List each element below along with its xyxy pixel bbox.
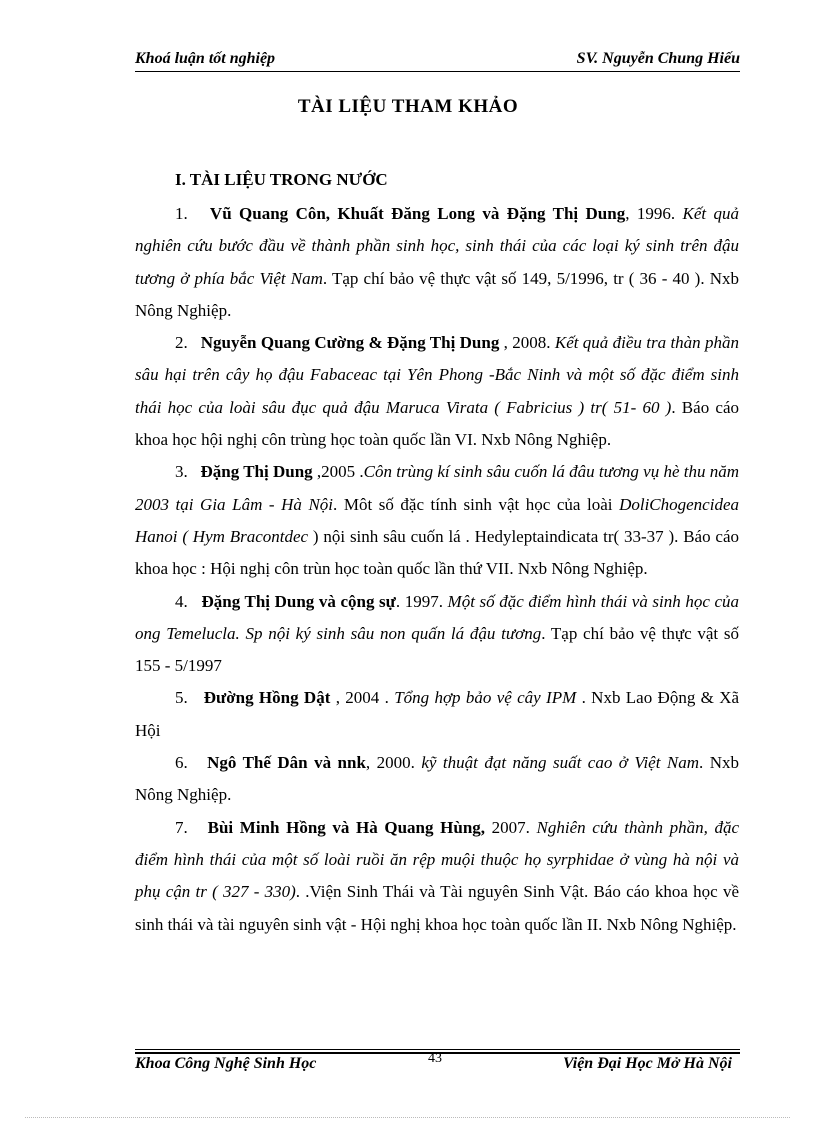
- reference-number: 3.: [175, 462, 188, 482]
- reference-number: 7.: [175, 817, 188, 837]
- reference-authors: Bùi Minh Hồng và Hà Quang Hùng,: [207, 817, 486, 837]
- reference-year: 2007.: [485, 817, 537, 837]
- reference-year: . 1997.: [395, 591, 448, 611]
- reference-source: . Báo cáo khoa học hội nghị côn trùng học toàn quốc lần VI. Nxb Nông Nghiệp.: [135, 397, 739, 450]
- reference-item-1: [135, 198, 739, 327]
- reference-item-6: [135, 747, 739, 812]
- reference-year: , 2000.: [365, 753, 422, 773]
- reference-list: [135, 198, 739, 941]
- reference-source: . Tạp chí bảo vệ thực vật số 155 - 5/1997: [135, 623, 739, 676]
- page-bottom-dotted-edge: [25, 1117, 790, 1118]
- reference-authors: Ngô Thế Dân và nnk: [207, 753, 366, 773]
- header-divider: [135, 71, 740, 72]
- reference-year: , 2004 .: [330, 688, 395, 708]
- page-footer: [135, 1051, 740, 1077]
- reference-authors: Đường Hồng Dật: [203, 688, 331, 708]
- reference-source: . Nxb Nông Nghiệp.: [135, 753, 740, 805]
- reference-authors: Nguyễn Quang Cường & Đặng Thị Dung: [200, 333, 500, 353]
- reference-title: Kết quả nghiên cứu bước đầu về thành phần sinh học, sinh thái của các loại ký sinh trên đậu tương ở phía bắc Việt Nam: [135, 204, 739, 288]
- reference-number: 5.: [175, 688, 188, 708]
- reference-source: . Nxb Lao Động & Xã Hội: [135, 688, 740, 740]
- reference-title: Một số đặc điểm hình thái và sinh học của ong Temelucla. Sp nội ký sinh sâu non quấn lá đậu tương: [135, 591, 739, 643]
- reference-authors: Đặng Thị Dung: [200, 462, 313, 482]
- reference-item-7: [135, 812, 739, 941]
- page-header: [135, 50, 740, 72]
- reference-source: ) nội sinh sâu cuốn lá . Hedyleptaindicata tr( 33-37 ). Báo cáo khoa học : Hội nghị côn trùn học toàn quốc lần thứ VII. Nxb Nông Nghiệp.: [135, 526, 739, 579]
- reference-source: . Tạp chí bảo vệ thực vật số 149, 5/1996, tr ( 36 - 40 ). Nxb Nông Nghiệp.: [135, 268, 739, 320]
- section-heading: I. TÀI LIỆU TRONG NƯỚC: [175, 170, 388, 189]
- reference-year: ,2005 .: [312, 462, 364, 482]
- page-title: TÀI LIỆU THAM KHẢO: [297, 96, 519, 117]
- reference-number: 2.: [175, 333, 188, 353]
- reference-title: Kết quả điều tra thàn phần sâu hại trên cây họ đậu Fabaceac tại Yên Phong -Bắc Ninh và một số đặc điểm sinh thái học của loài sâu đục quả đậu Maruca Virata ( Fabricius ) tr( 51- 60 ): [135, 333, 740, 417]
- reference-title: Tổng hợp bảo vệ cây IPM: [394, 688, 577, 708]
- reference-source: . .Viện Sinh Thái và Tài nguyên Sinh Vật. Báo cáo khoa học về sinh thái và tài nguyên sinh vật - Hội nghị khoa học toàn quốc lần II. Nxb Nông Nghiệp.: [135, 882, 739, 934]
- reference-title: Côn trùng kí sinh sâu cuốn lá đâu tương vụ hè thu năm 2003 tại Gia Lâm - Hà Nội: [135, 462, 740, 514]
- page-number: 43: [428, 1051, 442, 1066]
- reference-number: 6.: [175, 753, 188, 773]
- reference-item-2: [135, 327, 739, 456]
- reference-species: DoliChogencidea Hanoi ( Hym Bracontdec: [135, 494, 739, 546]
- reference-item-4: [135, 586, 739, 683]
- header-thesis-label: Khoá luận tốt nghiệp: [135, 50, 276, 67]
- reference-title: Nghiên cứu thành phần, đặc điểm hình thái của một số loài ruồi ăn rệp muội thuộc họ syrphidae ở vùng hà nội và phụ cận tr ( 327 - 330): [135, 817, 740, 902]
- reference-title: kỹ thuật đạt năng suất cao ở Việt Nam: [421, 753, 700, 773]
- footer-faculty: Khoa Công Nghệ Sinh Học: [135, 1055, 317, 1072]
- header-student-name: SV. Nguyễn Chung Hiếu: [576, 50, 740, 67]
- reference-number: 1.: [175, 204, 188, 223]
- footer-divider-thin: [135, 1049, 740, 1050]
- reference-number: 4.: [175, 591, 188, 611]
- reference-authors: Đặng Thị Dung và cộng sự: [201, 591, 396, 611]
- reference-authors: Vũ Quang Côn, Khuất Đăng Long và Đặng Thị Dung: [209, 204, 626, 223]
- footer-institution: Viện Đại Học Mở Hà Nội: [562, 1055, 732, 1072]
- reference-year: , 2008.: [499, 333, 555, 353]
- reference-item-5: [135, 682, 739, 747]
- reference-item-3: [135, 456, 739, 585]
- reference-text: . Môt số đặc tính sinh vật học của loài: [333, 494, 620, 514]
- reference-year: , 1996.: [625, 204, 683, 223]
